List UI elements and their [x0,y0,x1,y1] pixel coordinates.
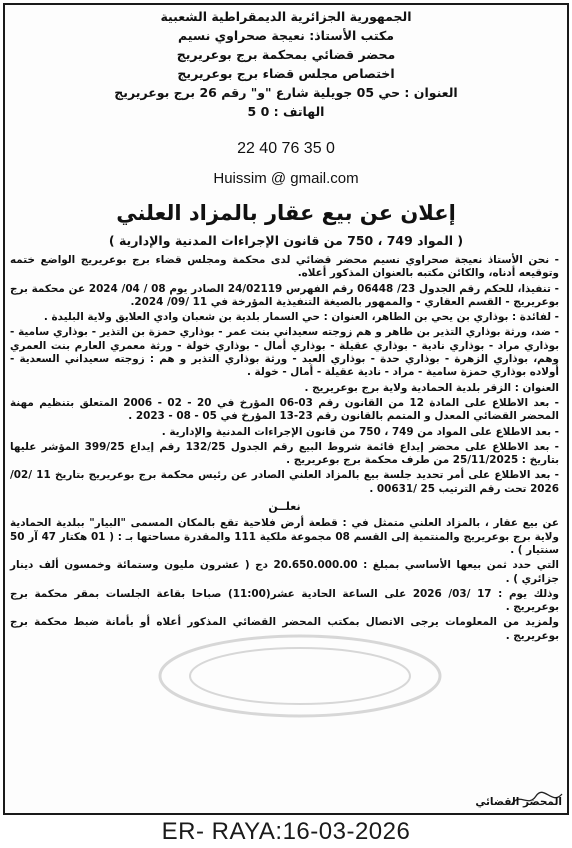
bailiff-title: محضر قضائي بمحكمة برج بوعريريج [176,47,396,62]
paragraph: وذلك يوم : 17 /03/ 2026 على الساعة الحادية عشر(11:00) صباحا بقاعة الجلسات بمقر محكمة برج بوعريريج . [10,587,559,614]
paragraph: - لفائدة : بوذاري بن يحي بن الطاهر، العنوان : حي السمار بلدية بن شعبان وادي العلايق ولاية البليدة . [43,311,559,324]
paragraph: - بعد الاطلاع على المادة 12 من القانون رقم 03-06 المؤرخ في 20 - 02 - 2006 المتعلق بتنظيم مهنة المحضر القضائي المعدل و المتمم بالقانون رقم 23-13 المؤرخ في 05 - 08 - 2023 . [10,396,559,423]
jurisdiction: اختصاص مجلس قضاء برج بوعريريج [177,66,395,81]
phone-label: الهاتف : 0 5 [247,104,325,119]
paragraph: عن بيع عقار ، بالمزاد العلني متمثل في : قطعة أرض فلاحية تقع بالمكان المسمى "البيار" ببلدية الحمادية ولاية برج بوعريريج والمنتمية إلى القسم 08 مجموعة ملكية 111 والمقدرة مساحتها بـ : ( 01 هكتار 47 آر 50 سنتيار ) . [10,517,559,556]
phone-number: 22 40 76 35 0 [237,140,335,157]
email-address: Huissim @ gmail.com [213,170,359,187]
paragraph: العنوان : الزقر بلدية الحمادية ولاية برج بوعريريج . [304,381,559,394]
notice-body [10,254,559,645]
publication-source: ER- RAYA:16-03-2026 [161,818,411,845]
paragraph: - نحن الأستاذ نعيجة صحراوي نسيم محضر قضائي لدى محكمة ومجلس قضاء برج بوعريريج الواضع ختمه وتوقيعه أدناه، والكائن مكتبه بالعنوان المذكور أعلاه. [10,254,559,280]
notice-subtitle: ( المواد 749 ، 750 من قانون الإجراءات المدنية والإدارية ) [108,233,464,248]
announce-word: نعلــن [268,500,301,514]
paragraph: التي حدد ثمن بيعها الأساسي بمبلغ : 20.650.000.00 دج ( عشرون مليون وستمائة وخمسون ألف دينار جزائري ) . [10,559,559,585]
paragraph: - بعد الاطلاع على محضر إيداع قائمة شروط البيع رقم الجدول 132/25 رقم إيداع 399/25 المؤشر عليها بتاريخ : 25/11/2025 من طرف محكمة برج بوعريريج . [10,440,559,467]
paragraph: - بعد الاطلاع على أمر تحديد جلسة بيع بالمزاد العلني الصادر عن رئيس محكمة برج بوعريريج بتاريخ 11 /02/ 2026 تحت رقم الترتيب 25 /00631 . [10,469,559,495]
republic-heading: الجمهورية الجزائرية الديمقراطية الشعبية [160,9,412,24]
notice-title: إعلان عن بيع عقار بالمزاد العلني [116,201,456,225]
paragraph: - تنفيذا، للحكم رقم الجدول 23/ 06448 رقم الفهرس 24/02119 الصادر يوم 08 / 04/ 2024 عن محكمة برج بوعريريج - القسم العقاري - والممهور بالصيغة التنفيذية المؤرخة في 11 /09/ 2024. [10,282,559,308]
paragraph: - بعد الاطلاع على المواد من 749 ، 750 من قانون الإجراءات المدنية والإدارية . [161,425,559,438]
paragraph: - ضد، ورثة بوذاري التذير بن طاهر و هم زوجته سعيداني بنت عمر - بوذاري حمزة بن التذير - بوذاري سامية - بوذاري مراد - بوذاري نادية - بوذاري عقيلة - بوذاري أمال - بوذاري خولة - ورثة معمري العارم بنت العمري وهم، بوذاري الزهرة - بوذاري حدة - بوذاري العيد - ورثة بوذاري التذير و هم : زوجته سعيداني السعدية - أولاده بوذاري حمزة سامية - مراد - نادية عقيلة - أمال - خولة . [10,326,559,379]
office-name: مكتب الأستاذ: نعيجة صحراوي نسيم [178,28,394,43]
address-line: العنوان : حي 05 جويلية شارع "و" رقم 26 برج بوعريريج [114,85,458,100]
paragraph: ولمزيد من المعلومات يرجى الاتصال بمكتب المحضر القضائي المذكور أعلاه أو بأمانة ضبط محكمة برج بوعريريج . [10,616,559,642]
signature-label: المحضر القضائي [475,796,562,808]
